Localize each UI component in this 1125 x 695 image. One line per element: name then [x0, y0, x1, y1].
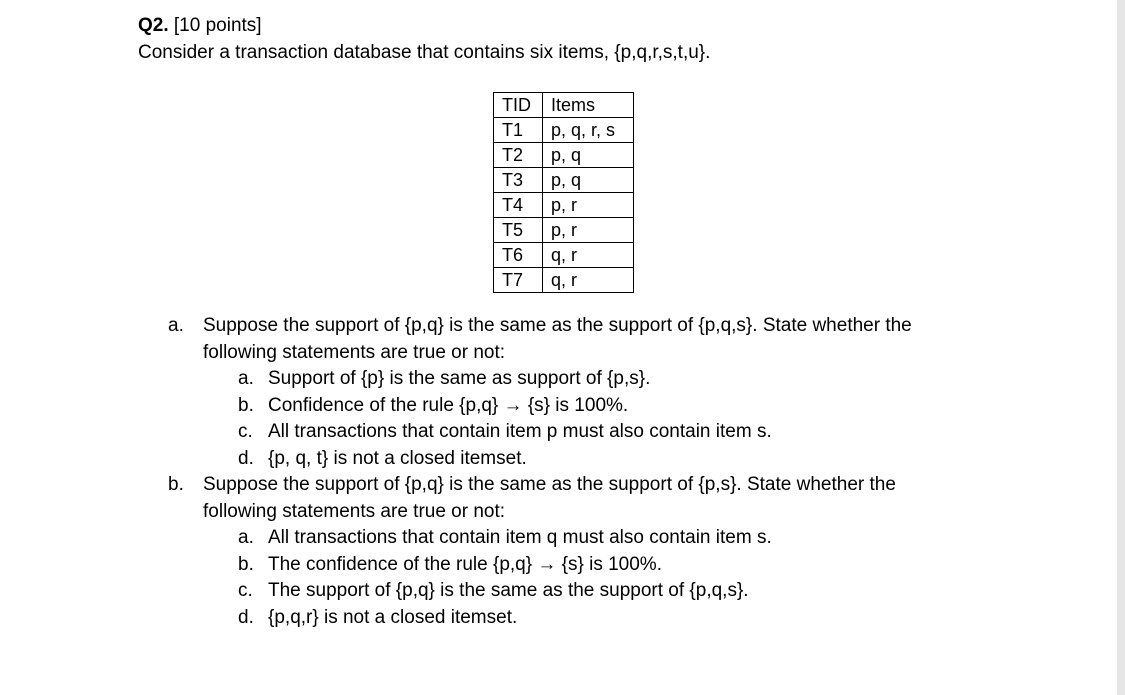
cell-tid: T3 — [494, 168, 543, 193]
part-a-line1 — [168, 313, 1068, 340]
part-b — [168, 472, 1068, 631]
statement-marker: d. — [238, 447, 254, 469]
part-a-line2 — [168, 340, 1068, 367]
list-item — [238, 578, 1068, 605]
cell-items: p, r — [543, 193, 634, 218]
cell-tid: T5 — [494, 218, 543, 243]
cell-tid: T6 — [494, 243, 543, 268]
transaction-table — [493, 92, 634, 293]
statement-text: All transactions that contain item q must also contain item s. — [268, 527, 772, 548]
cell-items: p, q — [543, 168, 634, 193]
statement-marker: c. — [238, 421, 253, 442]
part-b-line2 — [168, 499, 1068, 526]
table-row — [494, 193, 634, 218]
statement-text: {p, q, t} is not a closed itemset. — [268, 447, 527, 469]
statement-list — [238, 366, 1068, 472]
cell-tid: T4 — [494, 193, 543, 218]
question-heading — [138, 13, 262, 39]
table-row — [494, 268, 634, 293]
table-row — [494, 143, 634, 168]
cell-tid: T1 — [494, 118, 543, 143]
part-marker: b. — [168, 474, 184, 495]
table-row — [494, 168, 634, 193]
question-number: Q2. — [138, 15, 169, 36]
list-item — [238, 605, 1068, 632]
statement-marker: c. — [238, 580, 253, 601]
part-text-continued: following statements are true or not: — [203, 500, 506, 522]
statement-marker: a. — [238, 368, 254, 389]
cell-tid: T7 — [494, 268, 543, 293]
statement-marker: d. — [238, 606, 254, 628]
part-a — [168, 313, 1068, 472]
cell-items: q, r — [543, 243, 634, 268]
list-item — [238, 419, 1068, 446]
part-text: Suppose the support of {p,q} is the same as the support of {p,s}. State whether the — [203, 474, 896, 495]
table-row — [494, 218, 634, 243]
cell-items: p, r — [543, 218, 634, 243]
part-marker: a. — [168, 315, 184, 336]
statement-marker: b. — [238, 394, 254, 416]
part-b-line1 — [168, 472, 1068, 499]
statement-marker: a. — [238, 527, 254, 548]
statement-text: Confidence of the rule {p,q} → {s} is 100%. — [268, 394, 629, 416]
header-tid: TID — [494, 93, 543, 118]
statement-text: Support of {p} is the same as support of {p,s}. — [268, 368, 651, 389]
cell-items: p, q, r, s — [543, 118, 634, 143]
list-item — [238, 393, 1068, 420]
statement-text: The confidence of the rule {p,q} → {s} is 100%. — [268, 553, 662, 575]
table-row — [494, 243, 634, 268]
list-item — [238, 366, 1068, 393]
list-item — [238, 552, 1068, 579]
statement-text: {p,q,r} is not a closed itemset. — [268, 606, 518, 628]
statement-list — [238, 525, 1068, 631]
cell-items: p, q — [543, 143, 634, 168]
question-points: [10 points] — [173, 15, 262, 36]
cell-tid: T2 — [494, 143, 543, 168]
statement-text: All transactions that contain item p must also contain item s. — [268, 421, 772, 442]
part-text-continued: following statements are true or not: — [203, 341, 506, 363]
list-item — [238, 525, 1068, 552]
question-intro: Consider a transaction database that contains six items, {p,q,r,s,t,u}. — [138, 42, 711, 63]
page-edge-shadow — [1117, 0, 1125, 695]
question-parts — [168, 313, 1068, 631]
header-items: Items — [543, 93, 634, 118]
statement-text: The support of {p,q} is the same as the support of {p,q,s}. — [268, 580, 749, 601]
cell-items: q, r — [543, 268, 634, 293]
statement-marker: b. — [238, 553, 254, 575]
table-row — [494, 118, 634, 143]
table-header-row — [494, 93, 634, 118]
part-text: Suppose the support of {p,q} is the same as the support of {p,q,s}. State whether the — [203, 315, 912, 336]
list-item — [238, 446, 1068, 473]
